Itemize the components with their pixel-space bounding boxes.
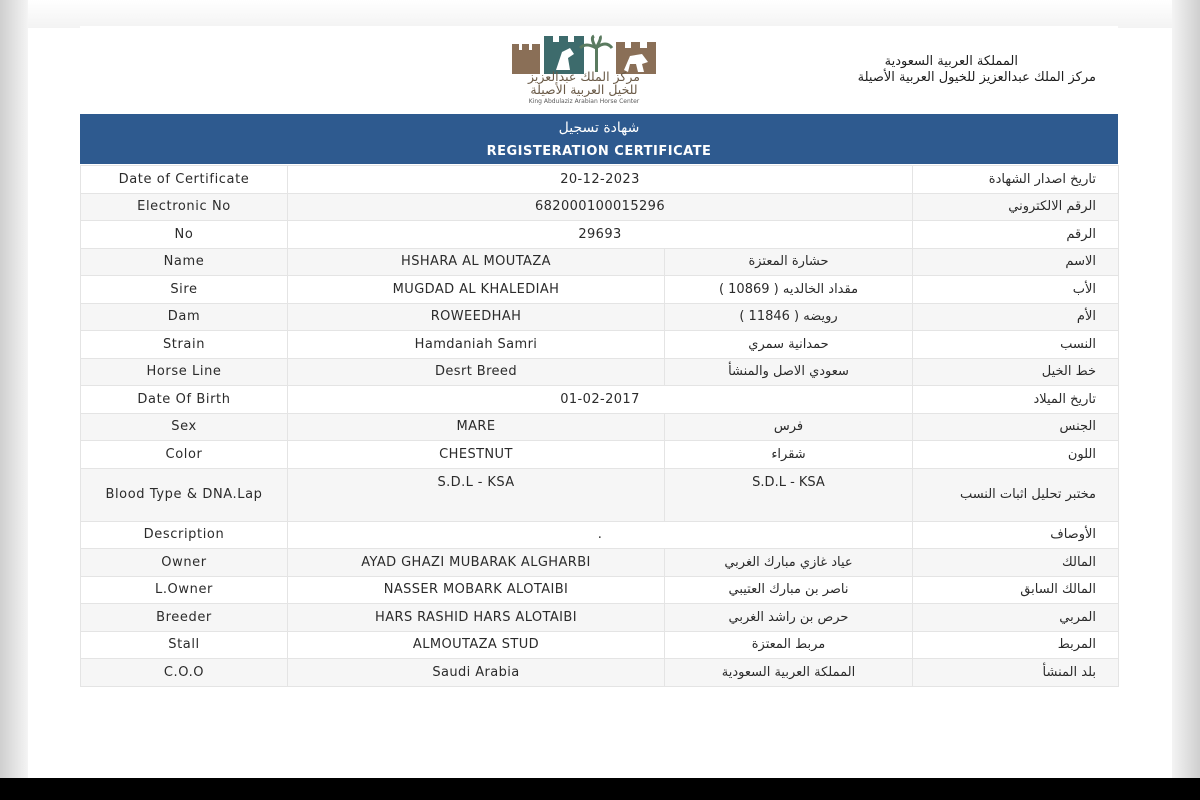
- value: CHESTNUT: [288, 441, 665, 469]
- value: Hamdaniah Samri: [288, 331, 665, 359]
- center-name-ar: مركز الملك عبدالعزيز للخيول العربية الأصيلة: [857, 70, 1096, 85]
- label-ar: الرقم الالكتروني: [913, 193, 1119, 221]
- label-ar: المالك السابق: [913, 576, 1119, 604]
- label-ar: المربي: [913, 604, 1119, 632]
- label-en: Breeder: [81, 604, 288, 632]
- row-owner: [81, 549, 1119, 577]
- label-en: Electronic No: [81, 193, 288, 221]
- label-en: Name: [81, 248, 288, 276]
- row-sex: [81, 413, 1119, 441]
- logo-arabic-line-1: مركز الملك عبدالعزيز: [528, 69, 640, 84]
- row-stall: [81, 631, 1119, 659]
- value: .: [288, 521, 913, 549]
- label-ar: الرقم: [913, 221, 1119, 249]
- row-strain: [81, 331, 1119, 359]
- value-ar: حمدانية سمري: [665, 331, 913, 359]
- value: MARE: [288, 413, 665, 441]
- row-description: [81, 521, 1119, 549]
- label-en: Horse Line: [81, 358, 288, 386]
- value: HARS RASHID HARS ALOTAIBI: [288, 604, 665, 632]
- value: Saudi Arabia: [288, 659, 665, 687]
- label-en: Owner: [81, 549, 288, 577]
- value: 682000100015296: [288, 193, 913, 221]
- value-ar: شقراء: [665, 441, 913, 469]
- value: 01-02-2017: [288, 386, 913, 414]
- label-en: L.Owner: [81, 576, 288, 604]
- label-en: Date Of Birth: [81, 386, 288, 414]
- label-ar: الأب: [913, 276, 1119, 304]
- label-ar: اللون: [913, 441, 1119, 469]
- row-color: [81, 441, 1119, 469]
- row-dam: [81, 303, 1119, 331]
- row-date-of-certificate: [81, 166, 1119, 194]
- viewer-left-edge: [0, 0, 28, 778]
- kingdom-name-ar: المملكة العربية السعودية: [884, 54, 1018, 69]
- value-ar: المملكة العربية السعودية: [665, 659, 913, 687]
- certificate-title-banner: [80, 114, 1118, 164]
- label-en: Sex: [81, 413, 288, 441]
- label-en: Dam: [81, 303, 288, 331]
- label-ar: الجنس: [913, 413, 1119, 441]
- label-en: Color: [81, 441, 288, 469]
- label-ar: النسب: [913, 331, 1119, 359]
- value: HSHARA AL MOUTAZA: [288, 248, 665, 276]
- logo-english-name: King Abdulaziz Arabian Horse Center: [528, 98, 640, 105]
- value: 20-12-2023: [288, 166, 913, 194]
- row-sire: [81, 276, 1119, 304]
- label-en: Strain: [81, 331, 288, 359]
- value-ar: حشارة المعتزة: [665, 248, 913, 276]
- value: 29693: [288, 221, 913, 249]
- row-horse-line: [81, 358, 1119, 386]
- label-ar: الاسم: [913, 248, 1119, 276]
- value-ar: فرس: [665, 413, 913, 441]
- value: Desrt Breed: [288, 358, 665, 386]
- viewer-right-edge: [1172, 0, 1200, 778]
- label-ar: المربط: [913, 631, 1119, 659]
- row-last-owner: [81, 576, 1119, 604]
- label-en: No: [81, 221, 288, 249]
- logo-arabic-line-2: للخيل العربية الأصيلة: [530, 82, 638, 97]
- label-en: Description: [81, 521, 288, 549]
- value: ROWEEDHAH: [288, 303, 665, 331]
- label-en: Sire: [81, 276, 288, 304]
- row-breeder: [81, 604, 1119, 632]
- value: ALMOUTAZA STUD: [288, 631, 665, 659]
- label-ar: بلد المنشأ: [913, 659, 1119, 687]
- viewer-top-edge: [0, 0, 1200, 28]
- label-ar: المالك: [913, 549, 1119, 577]
- bottom-black-bar: [0, 778, 1200, 800]
- certificate-page: [80, 26, 1118, 766]
- label-en: Stall: [81, 631, 288, 659]
- row-date-of-birth: [81, 386, 1119, 414]
- value-ar: مربط المعتزة: [665, 631, 913, 659]
- label-en: Date of Certificate: [81, 166, 288, 194]
- certificate-title-ar: شهادة تسجيل: [558, 120, 640, 136]
- row-no: [81, 221, 1119, 249]
- label-ar: الأم: [913, 303, 1119, 331]
- value: S.D.L - KSA: [288, 468, 665, 521]
- label-en: C.O.O: [81, 659, 288, 687]
- certificate-details-table: [80, 165, 1119, 687]
- value-ar: رويضه ( 11846 ): [665, 303, 913, 331]
- value-ar: سعودي الاصل والمنشأ: [665, 358, 913, 386]
- value-ar: ناصر بن مبارك العتيبي: [665, 576, 913, 604]
- row-electronic-no: [81, 193, 1119, 221]
- label-ar: تاريخ الميلاد: [913, 386, 1119, 414]
- label-ar: الأوصاف: [913, 521, 1119, 549]
- value: AYAD GHAZI MUBARAK ALGHARBI: [288, 549, 665, 577]
- label-en: Blood Type & DNA.Lap: [81, 468, 288, 521]
- label-ar: مختبر تحليل اثبات النسب: [913, 468, 1119, 521]
- label-ar: تاريخ اصدار الشهادة: [913, 166, 1119, 194]
- label-ar: خط الخيل: [913, 358, 1119, 386]
- row-country-of-origin: [81, 659, 1119, 687]
- value-ar: مقداد الخالديه ( 10869 ): [665, 276, 913, 304]
- value-ar: حرص بن راشد الغربي: [665, 604, 913, 632]
- value: NASSER MOBARK ALOTAIBI: [288, 576, 665, 604]
- value: MUGDAD AL KHALEDIAH: [288, 276, 665, 304]
- value-ar: عياد غازي مبارك الغربي: [665, 549, 913, 577]
- row-blood-type: [81, 468, 1119, 521]
- certificate-title-en: REGISTERATION CERTIFICATE: [486, 144, 712, 159]
- row-name: [81, 248, 1119, 276]
- value-ar: S.D.L - KSA: [665, 468, 913, 521]
